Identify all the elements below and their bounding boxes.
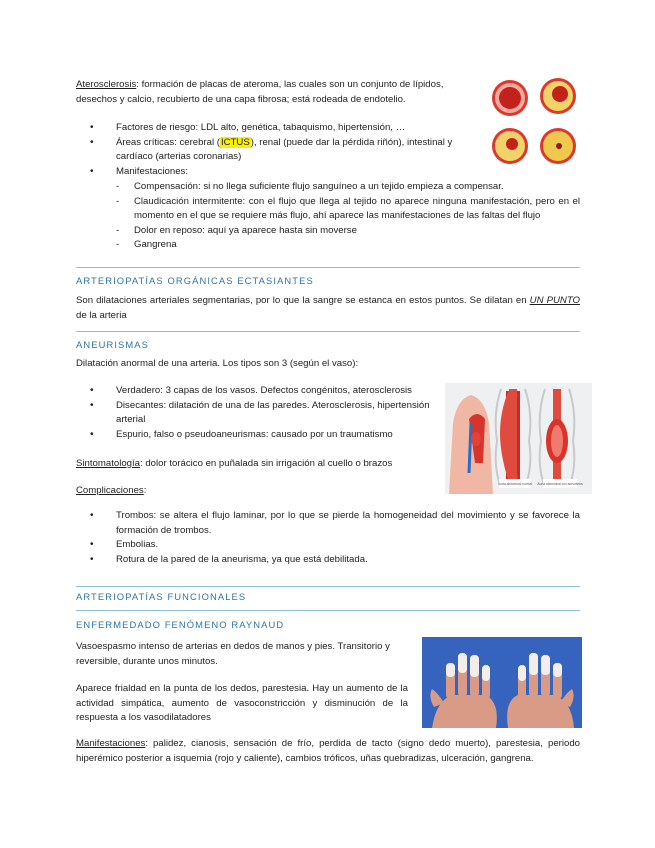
list-item: • Manifestaciones: <box>76 165 476 180</box>
image-label-normal: Aorta abdominal normal <box>498 482 532 486</box>
list-item: - Gangrena <box>76 238 580 253</box>
list-item: • Factores de riesgo: LDL alto, genética, tabaquismo, hipertensión, … <box>76 121 476 136</box>
artery-plaque-image <box>486 74 582 170</box>
aterosclerosis-term: Aterosclerosis <box>76 79 137 90</box>
list-item: • Disecantes: dilatación de una de las paredes. Aterosclerosis, hipertensión arterial <box>76 399 442 428</box>
aneurismas-intro: Dilatación anormal de una arteria. Los tipos son 3 (según el vaso): <box>76 358 359 369</box>
sintomatologia-term: Sintomatología <box>76 458 140 469</box>
raynaud-paragraph-2: Aparece frialdad en la punta de los dedos, parestesia. Hay un aumento de la actividad simpática, aumento de vasoconstricción y disminución de la respuesta a los vasodilatadores <box>76 683 408 723</box>
list-item: • Trombos: se altera el flujo laminar, por lo que se pierde la homogeneidad del movimiento y se favorece la formación de trombos. <box>76 509 580 538</box>
raynaud-hands-image <box>422 637 582 728</box>
aterosclerosis-definition: Aterosclerosis: formación de placas de ateroma, las cuales son un conjunto de lípidos, desechos y calcio, recubierto de una capa fibrosa; está rodeada de endotelio. <box>76 79 444 105</box>
list-item: - Compensación: si no llega suficiente flujo sanguíneo a un tejido empieza a compensar. <box>76 180 580 195</box>
raynaud-manifestaciones-term: Manifestaciones <box>76 738 146 749</box>
manifestaciones-list <box>76 180 580 253</box>
list-item: • Embolias. <box>76 538 580 553</box>
list-item: • Verdadero: 3 capas de los vasos. Defectos congénitos, aterosclerosis <box>76 384 442 399</box>
un-punto-emphasis: UN PUNTO <box>529 295 580 306</box>
section-divider <box>76 610 580 611</box>
section-divider <box>76 331 580 332</box>
sintomatologia: Sintomatología: dolor torácico en puñalada sin irrigación al cuello o brazos <box>76 458 393 469</box>
raynaud-paragraph-1: Vasoespasmo intenso de arterias en dedos de manos y pies. Transitorio y reversible, durante unos minutos. <box>76 641 390 667</box>
ectasiantes-text: Son dilataciones arteriales segmentarias, por lo que la sangre se estanca en estos puntos. Se dilatan en UN PUNTO de la arteria <box>76 295 580 321</box>
section-divider <box>76 267 580 268</box>
aterosclerosis-list <box>76 121 476 179</box>
raynaud-manifestaciones: Manifestaciones: palidez, cianosis, sensación de frío, perdida de tacto (signo dedo muerto), parestesia, periodo hiperémico posterior a isquemia (rojo y caliente), cambios tróficos, uñas quebradizas, ulceración, gangrena. <box>76 738 580 764</box>
list-item: - Claudicación intermitente: con el flujo que llega al tejido no aparece ninguna manifestación, pero en el momento en el que se requiere más flujo, ahí aparece las manifestaciones de las faltas del flujo <box>76 195 580 224</box>
funcionales-heading: ARTERIOPATÍAS FUNCIONALES <box>76 591 247 602</box>
list-item: • Áreas críticas: cerebral (ICTUS), renal (puede dar la pérdida riñón), intestinal y cardíaco (arterias coronarias) <box>76 136 476 165</box>
ictus-highlight: ICTUS <box>220 136 250 148</box>
aneurisma-types-list <box>76 384 442 442</box>
complicaciones-label: Complicaciones: <box>76 485 147 496</box>
list-item: • Rotura de la pared de la aneurisma, ya que está debilitada. <box>76 553 580 568</box>
raynaud-heading: ENFERMEDADO FENÓMENO RAYNAUD <box>76 619 285 630</box>
aneurysm-illustration <box>445 383 592 494</box>
complicaciones-list <box>76 509 580 567</box>
section-divider <box>76 586 580 587</box>
aneurismas-heading: ANEURISMAS <box>76 339 149 350</box>
list-item: • Espurio, falso o pseudoaneurismas: causado por un traumatismo <box>76 428 442 443</box>
ectasiantes-heading: ARTERIOPATÍAS ORGÁNICAS ECTASIANTES <box>76 275 314 286</box>
image-label-aneurysm: Aorta abdominal con aneurisma <box>537 482 583 486</box>
list-item: - Dolor en reposo: aquí ya aparece hasta sin moverse <box>76 224 580 239</box>
